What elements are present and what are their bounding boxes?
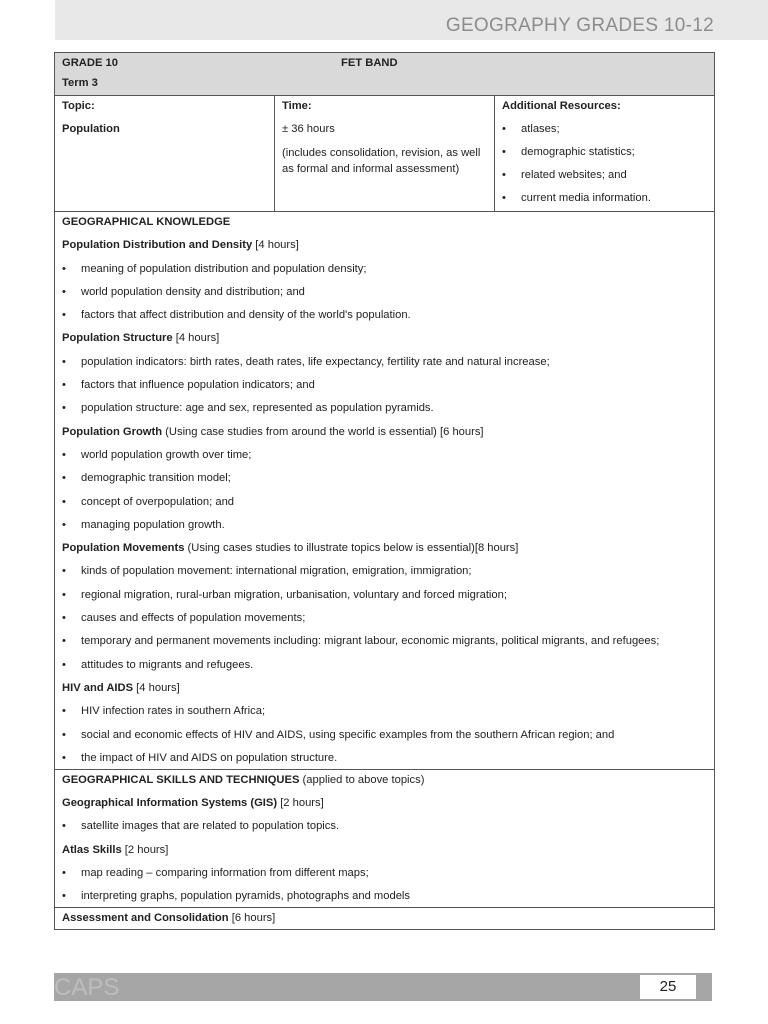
list-item: • factors that affect distribution and density of the world's population. (62, 308, 707, 331)
assessment-note: [6 hours] (228, 912, 276, 925)
topic-cell (55, 96, 275, 212)
knowledge-heading: GEOGRAPHICAL KNOWLEDGE (62, 216, 231, 228)
list-item: • population structure: age and sex, represented as population pyramids. (62, 401, 707, 424)
list-item: • satellite images that are related to population topics. (62, 819, 707, 842)
topic-heading (62, 796, 707, 819)
resource-item: • related websites; and (502, 168, 707, 191)
list-item: • regional migration, rural-urban migration, urbanisation, voluntary and forced migration; (62, 588, 707, 611)
topic-note: (Using case studies from around the world is essential) [6 hours] (162, 425, 484, 438)
resources-cell (495, 96, 715, 212)
topic-heading (62, 238, 707, 261)
topic-heading (62, 843, 707, 866)
list-item: • kinds of population movement: international migration, emigration, immigration; (62, 564, 707, 587)
skills-heading-line (62, 773, 707, 796)
topic-title: Population Growth (62, 425, 163, 438)
document-title: GEOGRAPHY GRADES 10-12 (445, 15, 714, 36)
assessment-title: Assessment and Consolidation (62, 912, 229, 925)
grade-row (55, 53, 715, 96)
list-item: • map reading – comparing information from different maps; (62, 866, 707, 889)
list-item: • factors that influence population indicators; and (62, 378, 707, 401)
time-note: (includes consolidation, revision, as well as formal and informal assessment) (282, 147, 481, 175)
topic-title: Population Movements (62, 542, 185, 555)
skills-cell (55, 769, 715, 907)
list-item: • world population growth over time; (62, 448, 707, 471)
topic-note: [4 hours] (252, 239, 299, 252)
curriculum-table (54, 52, 715, 930)
list-item: • world population density and distribution; and (62, 285, 707, 308)
time-label: Time: (282, 100, 312, 112)
time-value: ± 36 hours (282, 123, 335, 135)
assessment-line (62, 911, 707, 929)
topic-note: [2 hours] (121, 843, 169, 856)
topic-note: (Using cases studies to illustrate topics below is essential)[8 hours] (184, 542, 519, 555)
grade-label: GRADE 10 (62, 57, 118, 69)
topic-label: Topic: (62, 100, 95, 112)
skills-heading: GEOGRAPHICAL SKILLS AND TECHNIQUES (62, 773, 300, 786)
topic-note: [2 hours] (277, 797, 324, 810)
assessment-cell (55, 908, 715, 930)
topic-title: Geographical Information Systems (GIS) (62, 797, 278, 810)
list-item: • managing population growth. (62, 518, 707, 541)
topic-note: [4 hours] (133, 681, 180, 694)
list-item: • causes and effects of population movements; (62, 611, 707, 634)
topic-heading (62, 541, 707, 564)
topic-title: Population Distribution and Density (62, 239, 253, 252)
list-item: • concept of overpopulation; and (62, 495, 707, 518)
topic-title: HIV and AIDS (62, 681, 134, 694)
skills-heading-note: (applied to above topics) (299, 773, 425, 786)
list-item: • interpreting graphs, population pyramids, photographs and models (62, 889, 707, 907)
list-item: • temporary and permanent movements including: migrant labour, economic migrants, political migrants, and refugees; (62, 634, 707, 657)
caps-label: CAPS (54, 974, 120, 1001)
list-item: • demographic transition model; (62, 471, 707, 494)
skills-row (55, 769, 715, 907)
page-number: 25 (640, 975, 696, 999)
list-item: • attitudes to migrants and refugees. (62, 658, 707, 681)
topic-title: Population Structure (62, 332, 173, 345)
resource-item: • atlases; (502, 122, 707, 145)
resource-item: • current media information. (502, 191, 707, 208)
knowledge-row (55, 212, 715, 770)
time-cell (275, 96, 495, 212)
list-item: • meaning of population distribution and population density; (62, 262, 707, 285)
grade-cell (55, 53, 715, 96)
topic-note: [4 hours] (172, 332, 220, 345)
knowledge-cell (55, 212, 715, 770)
info-row (55, 96, 715, 212)
band-label: FET BAND (341, 57, 398, 69)
list-item: • social and economic effects of HIV and AIDS, using specific examples from the southern African region; and (62, 728, 707, 751)
assessment-row (55, 908, 715, 930)
resource-item: • demographic statistics; (502, 145, 707, 168)
topic-heading (62, 331, 707, 354)
footer-bar (54, 973, 712, 1001)
resources-label: Additional Resources: (502, 100, 621, 112)
list-item: • population indicators: birth rates, death rates, life expectancy, fertility rate and natural increase; (62, 355, 707, 378)
term-label: Term 3 (62, 77, 98, 89)
list-item: • HIV infection rates in southern Africa; (62, 704, 707, 727)
topic-heading (62, 681, 707, 704)
topic-heading (62, 425, 707, 448)
top-banner (55, 0, 768, 40)
topic-title: Atlas Skills (62, 843, 122, 856)
topic-value: Population (62, 123, 120, 135)
list-item: • the impact of HIV and AIDS on population structure. (62, 751, 707, 769)
